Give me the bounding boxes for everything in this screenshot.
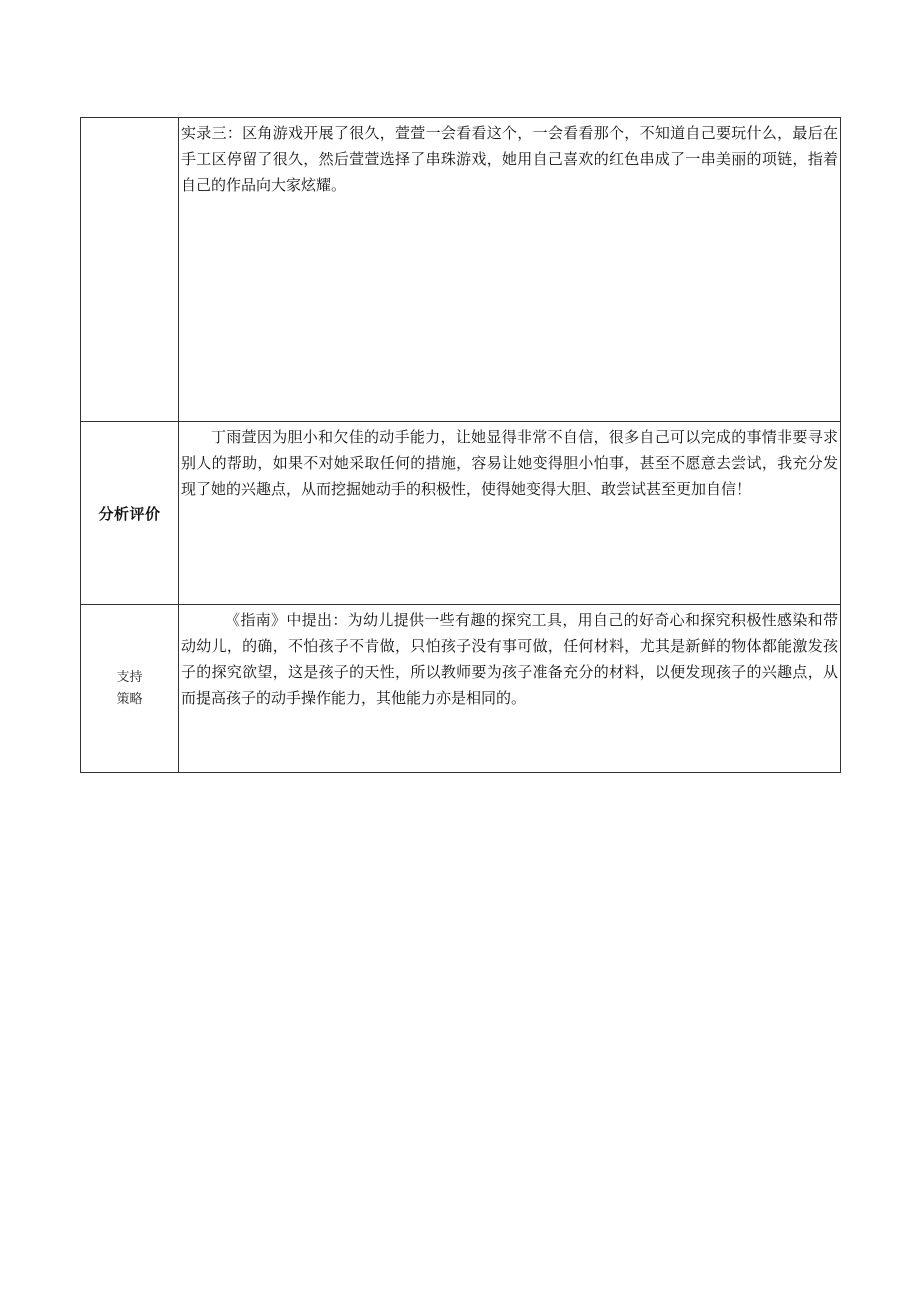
record-content-cell xyxy=(179,118,841,422)
table-row-strategy xyxy=(81,605,841,773)
table-row-record xyxy=(81,118,841,422)
record-text: 实录三：区角游戏开展了很久，萱萱一会看看这个，一会看看那个，不知道自己要玩什么，最后在手工区停留了很久，然后萱萱选择了串珠游戏，她用自己喜欢的红色串成了一串美丽的项链，指着自己的作品向大家炫耀。 xyxy=(181,124,838,194)
strategy-label-line2: 策略 xyxy=(116,691,143,707)
strategy-label-cell xyxy=(81,605,179,773)
analysis-label-cell xyxy=(81,422,179,605)
table-row-analysis xyxy=(81,422,841,605)
strategy-text: 《指南》中提出：为幼儿提供一些有趣的探究工具，用自己的好奇心和探究积极性感染和带动幼儿，的确，不怕孩子不肯做，只怕孩子没有事可做，任何材料，尤其是新鲜的物体都能激发孩子的探究欲望，这是孩子的天性，所以教师要为孩子准备充分的材料，以便发现孩子的兴趣点，从而提高孩子的动手操作能力，其他能力亦是相同的。 xyxy=(181,611,838,707)
observation-record-table xyxy=(80,117,841,773)
strategy-label-line1: 支持 xyxy=(116,669,143,685)
analysis-content-cell xyxy=(179,422,841,605)
strategy-content-cell xyxy=(179,605,841,773)
analysis-label: 分析评价 xyxy=(98,504,161,523)
analysis-text: 丁雨萱因为胆小和欠佳的动手能力，让她显得非常不自信，很多自己可以完成的事情非要寻求别人的帮助，如果不对她采取任何的措施，容易让她变得胆小怕事，甚至不愿意去尝试，我充分发现了她的兴趣点，从而挖掘她动手的积极性，使得她变得大胆、敢尝试甚至更加自信！ xyxy=(181,428,838,498)
record-label-cell xyxy=(81,118,179,422)
